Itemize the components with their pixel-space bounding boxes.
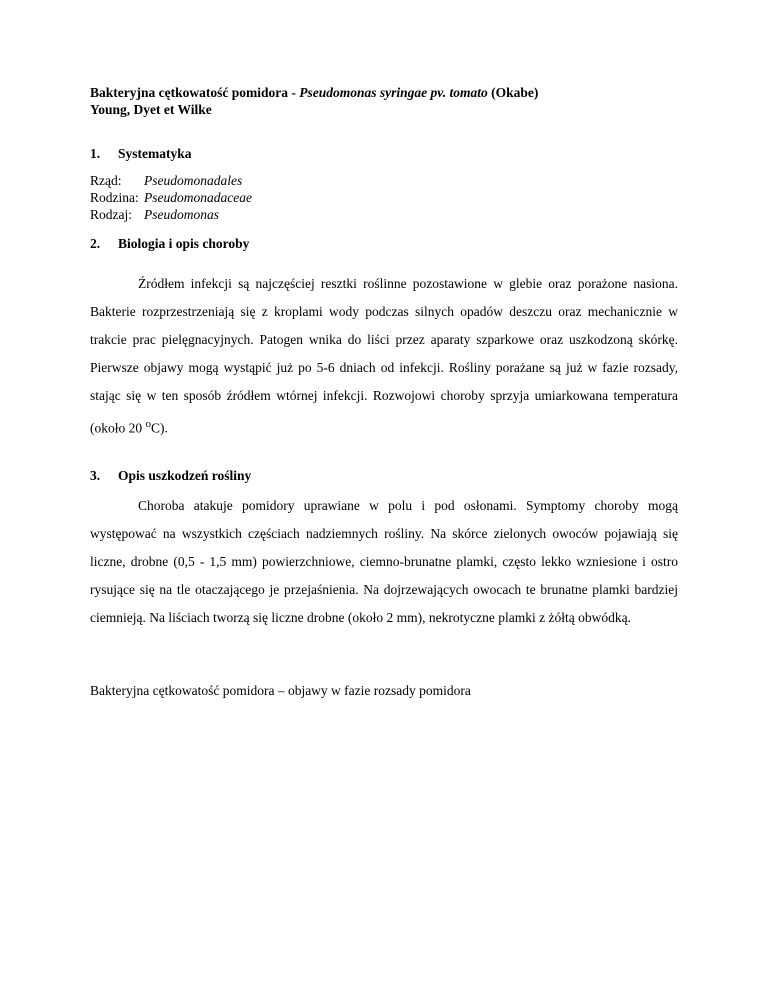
- taxonomy-row-order: [90, 172, 678, 189]
- section-3-number: 3.: [90, 467, 101, 483]
- taxonomy-value: Pseudomonadaceae: [144, 190, 252, 205]
- section-2-paragraph: [90, 270, 678, 443]
- title-authors: Young, Dyet et Wilke: [90, 102, 212, 117]
- taxonomy-row-family: [90, 189, 678, 206]
- section-2-text: Źródłem infekcji są najczęściej resztki roślinne pozostawione w glebie oraz porażone nasiona. Bakterie rozprzestrzeniają się z kroplami wody podczas silnych opadów deszczu oraz mechanicznie w trakcie prac pielęgnacyjnych. Patogen wnika do liści przez aparaty szparkowe oraz uszkodzoną skórkę. Pierwsze objawy mogą wystąpić już po 5-6 dniach od infekcji. Rośliny porażane są już w fazie rozsady, stając się w ten sposób źródłem wtórnej infekcji. Rozwojowi choroby sprzyja umiarkowana temperatura (około 20: [90, 276, 678, 436]
- taxonomy-table: [90, 172, 678, 223]
- taxonomy-value: Pseudomonadales: [144, 173, 243, 188]
- taxonomy-label: Rodzina:: [90, 190, 139, 205]
- title-latin-name: Pseudomonas syringae pv. tomato: [299, 85, 488, 100]
- section-2-title: Biologia i opis choroby: [118, 236, 250, 251]
- taxonomy-label: Rodzaj:: [90, 207, 132, 222]
- taxonomy-value: Pseudomonas: [144, 207, 219, 222]
- section-2-text-end: C).: [151, 420, 168, 436]
- section-1-heading: [90, 145, 678, 162]
- section-1-title: Systematyka: [118, 146, 192, 161]
- section-3-title: Opis uszkodzeń rośliny: [118, 467, 252, 483]
- section-2-number: 2.: [90, 236, 101, 251]
- section-3-heading: [90, 467, 678, 484]
- degree-symbol: o: [145, 418, 151, 430]
- document-page: [90, 80, 678, 699]
- title-suffix: (Okabe): [487, 85, 539, 100]
- section-2-heading: [90, 235, 678, 252]
- section-3-paragraph: [90, 492, 678, 632]
- section-1-number: 1.: [90, 146, 101, 161]
- taxonomy-row-genus: [90, 206, 678, 223]
- section-3-text: Choroba atakuje pomidory uprawiane w polu i pod osłonami. Symptomy choroby mogą występować na wszystkich częściach nadziemnych rośliny. Na skórce zielonych owoców pojawiają się liczne, drobne (0,5 - 1,5 mm) powierzchniowe, ciemno-brunatne plamki, często lekko wzniesione i ostro rysujące się na tle otaczającego je przejaśnienia. Na dojrzewających owocach te brunatne plamki bardziej ciemnieją. Na liściach tworzą się liczne drobne (około 2 mm), nekrotyczne plamki z żółtą obwódką.: [90, 497, 678, 625]
- document-title: [90, 84, 678, 118]
- taxonomy-label: Rząd:: [90, 173, 122, 188]
- title-prefix: Bakteryjna cętkowatość pomidora -: [90, 85, 300, 100]
- figure-caption: Bakteryjna cętkowatość pomidora – objawy w fazie rozsady pomidora: [90, 682, 471, 698]
